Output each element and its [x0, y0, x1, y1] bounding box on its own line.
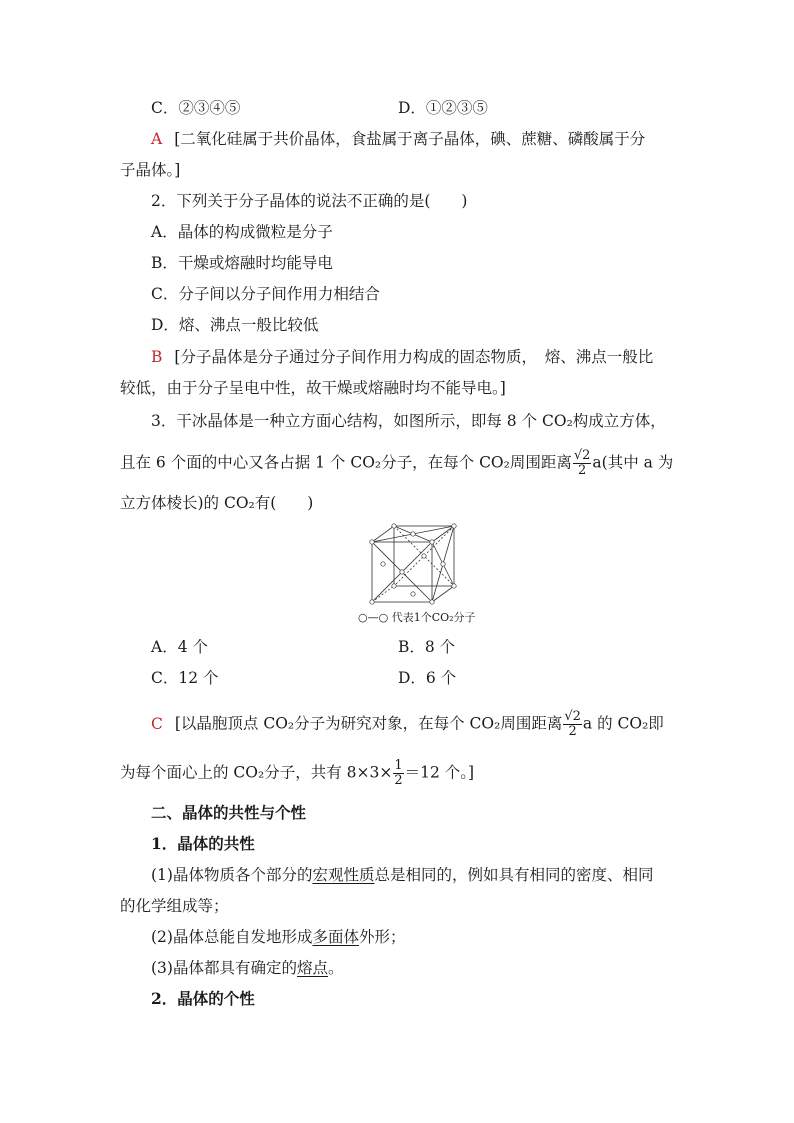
q3-option-d: D．6 个	[398, 669, 457, 687]
q3-answer-frac-num-1: √2	[564, 709, 581, 724]
q2-answer-text-1: [分子晶体是分子通过分子间作用力构成的固态物质， 熔、沸点一般比	[174, 348, 654, 366]
p2-text-a: (2)晶体总能自发地形成	[151, 928, 313, 946]
q3-answer-text-1b: a 的 CO₂即	[582, 714, 664, 733]
paragraph-3	[151, 957, 344, 979]
p3-text-a: (3)晶体都具有确定的	[151, 959, 297, 977]
q1-answer-letter: A	[151, 130, 163, 148]
q3-option-b: B．8 个	[398, 638, 456, 656]
q3-answer-frac-den-1: 2	[568, 724, 577, 739]
p2-text-b: 外形；	[358, 928, 406, 946]
figure-caption-text: 代表1个CO₂分子	[391, 611, 476, 624]
p2-underlined: 多面体	[312, 928, 359, 946]
section-heading: 二、晶体的共性与个性	[151, 803, 307, 822]
q3-answer-text-2b: ＝12 个。]	[404, 763, 475, 782]
q2-option-b: B．干燥或熔融时均能导电	[151, 254, 333, 272]
q3-fraction	[573, 449, 592, 478]
q3-stem-3: 立方体棱长)的 CO₂有( )	[120, 494, 314, 512]
q3-option-c: C．12 个	[151, 669, 219, 687]
paragraph-1	[151, 864, 654, 886]
q2-answer-letter: B	[151, 348, 163, 366]
subsection-heading-2: 2．晶体的个性	[151, 989, 255, 1008]
q1-answer	[151, 128, 645, 150]
q2-option-a: A．晶体的构成微粒是分子	[151, 223, 333, 241]
q3-stem-2a: 且在 6 个面的中心又各占据 1 个 CO₂分子，在每个 CO₂周围距离	[120, 453, 572, 472]
q3-answer-fraction-1	[563, 710, 582, 739]
q1-option-c: C．②③④⑤	[151, 99, 241, 117]
q1-answer-text-2: 子晶体。]	[120, 161, 181, 179]
figure-caption	[358, 609, 476, 625]
subsection-heading-1: 1．晶体的共性	[151, 834, 255, 853]
q3-answer-text-1a: [以晶胞顶点 CO₂分子为研究对象，在每个 CO₂周围距离	[174, 714, 563, 733]
paragraph-2	[151, 926, 406, 948]
q3-frac-den: 2	[578, 463, 587, 478]
q1-answer-text-1: [二氧化硅属于共价晶体，食盐属于离子晶体，碘、蔗糖、磷酸属于分	[174, 130, 646, 148]
q2-answer	[151, 346, 653, 368]
q3-answer-frac-den-2: 2	[394, 773, 403, 788]
co2-molecule-icon: ○—○	[358, 611, 389, 624]
q3-answer-fraction-2	[393, 759, 403, 788]
q2-option-d: D．熔、沸点一般比较低	[151, 316, 319, 334]
q3-answer-letter: C	[151, 714, 163, 733]
p1-text-b: 总是相同的，例如具有相同的密度、相同	[374, 866, 654, 884]
paragraph-1-cont: 的化学组成等；	[120, 897, 229, 915]
q2-answer-text-2: 较低，由于分子呈电中性，故干燥或熔融时均不能导电。]	[120, 379, 506, 397]
p3-underlined: 熔点	[296, 959, 328, 977]
q3-answer-line-2	[120, 759, 474, 788]
p3-text-b: 。	[327, 959, 344, 977]
q3-answer-text-2a: 为每个面心上的 CO₂分子，共有 8×3×	[120, 763, 393, 782]
q3-answer-frac-num-2: 1	[394, 758, 403, 773]
p1-underlined: 宏观性质	[312, 866, 375, 884]
q3-answer-line-1	[151, 710, 664, 739]
q3-frac-num: √2	[573, 448, 591, 463]
q3-stem-1: 3．干冰晶体是一种立方面心结构，如图所示，即每 8 个 CO₂构成立方体，	[151, 412, 666, 430]
p1-text-a: (1)晶体物质各个部分的	[151, 866, 313, 884]
q3-option-a: A．4 个	[151, 638, 208, 656]
q1-option-d: D．①②③⑤	[398, 99, 488, 117]
q3-stem-2	[120, 449, 673, 478]
q2-stem: 2．下列关于分子晶体的说法不正确的是( )	[151, 192, 468, 210]
q3-stem-2b: a(其中 a 为	[592, 453, 674, 472]
q2-option-c: C．分子间以分子间作用力相结合	[151, 285, 380, 303]
